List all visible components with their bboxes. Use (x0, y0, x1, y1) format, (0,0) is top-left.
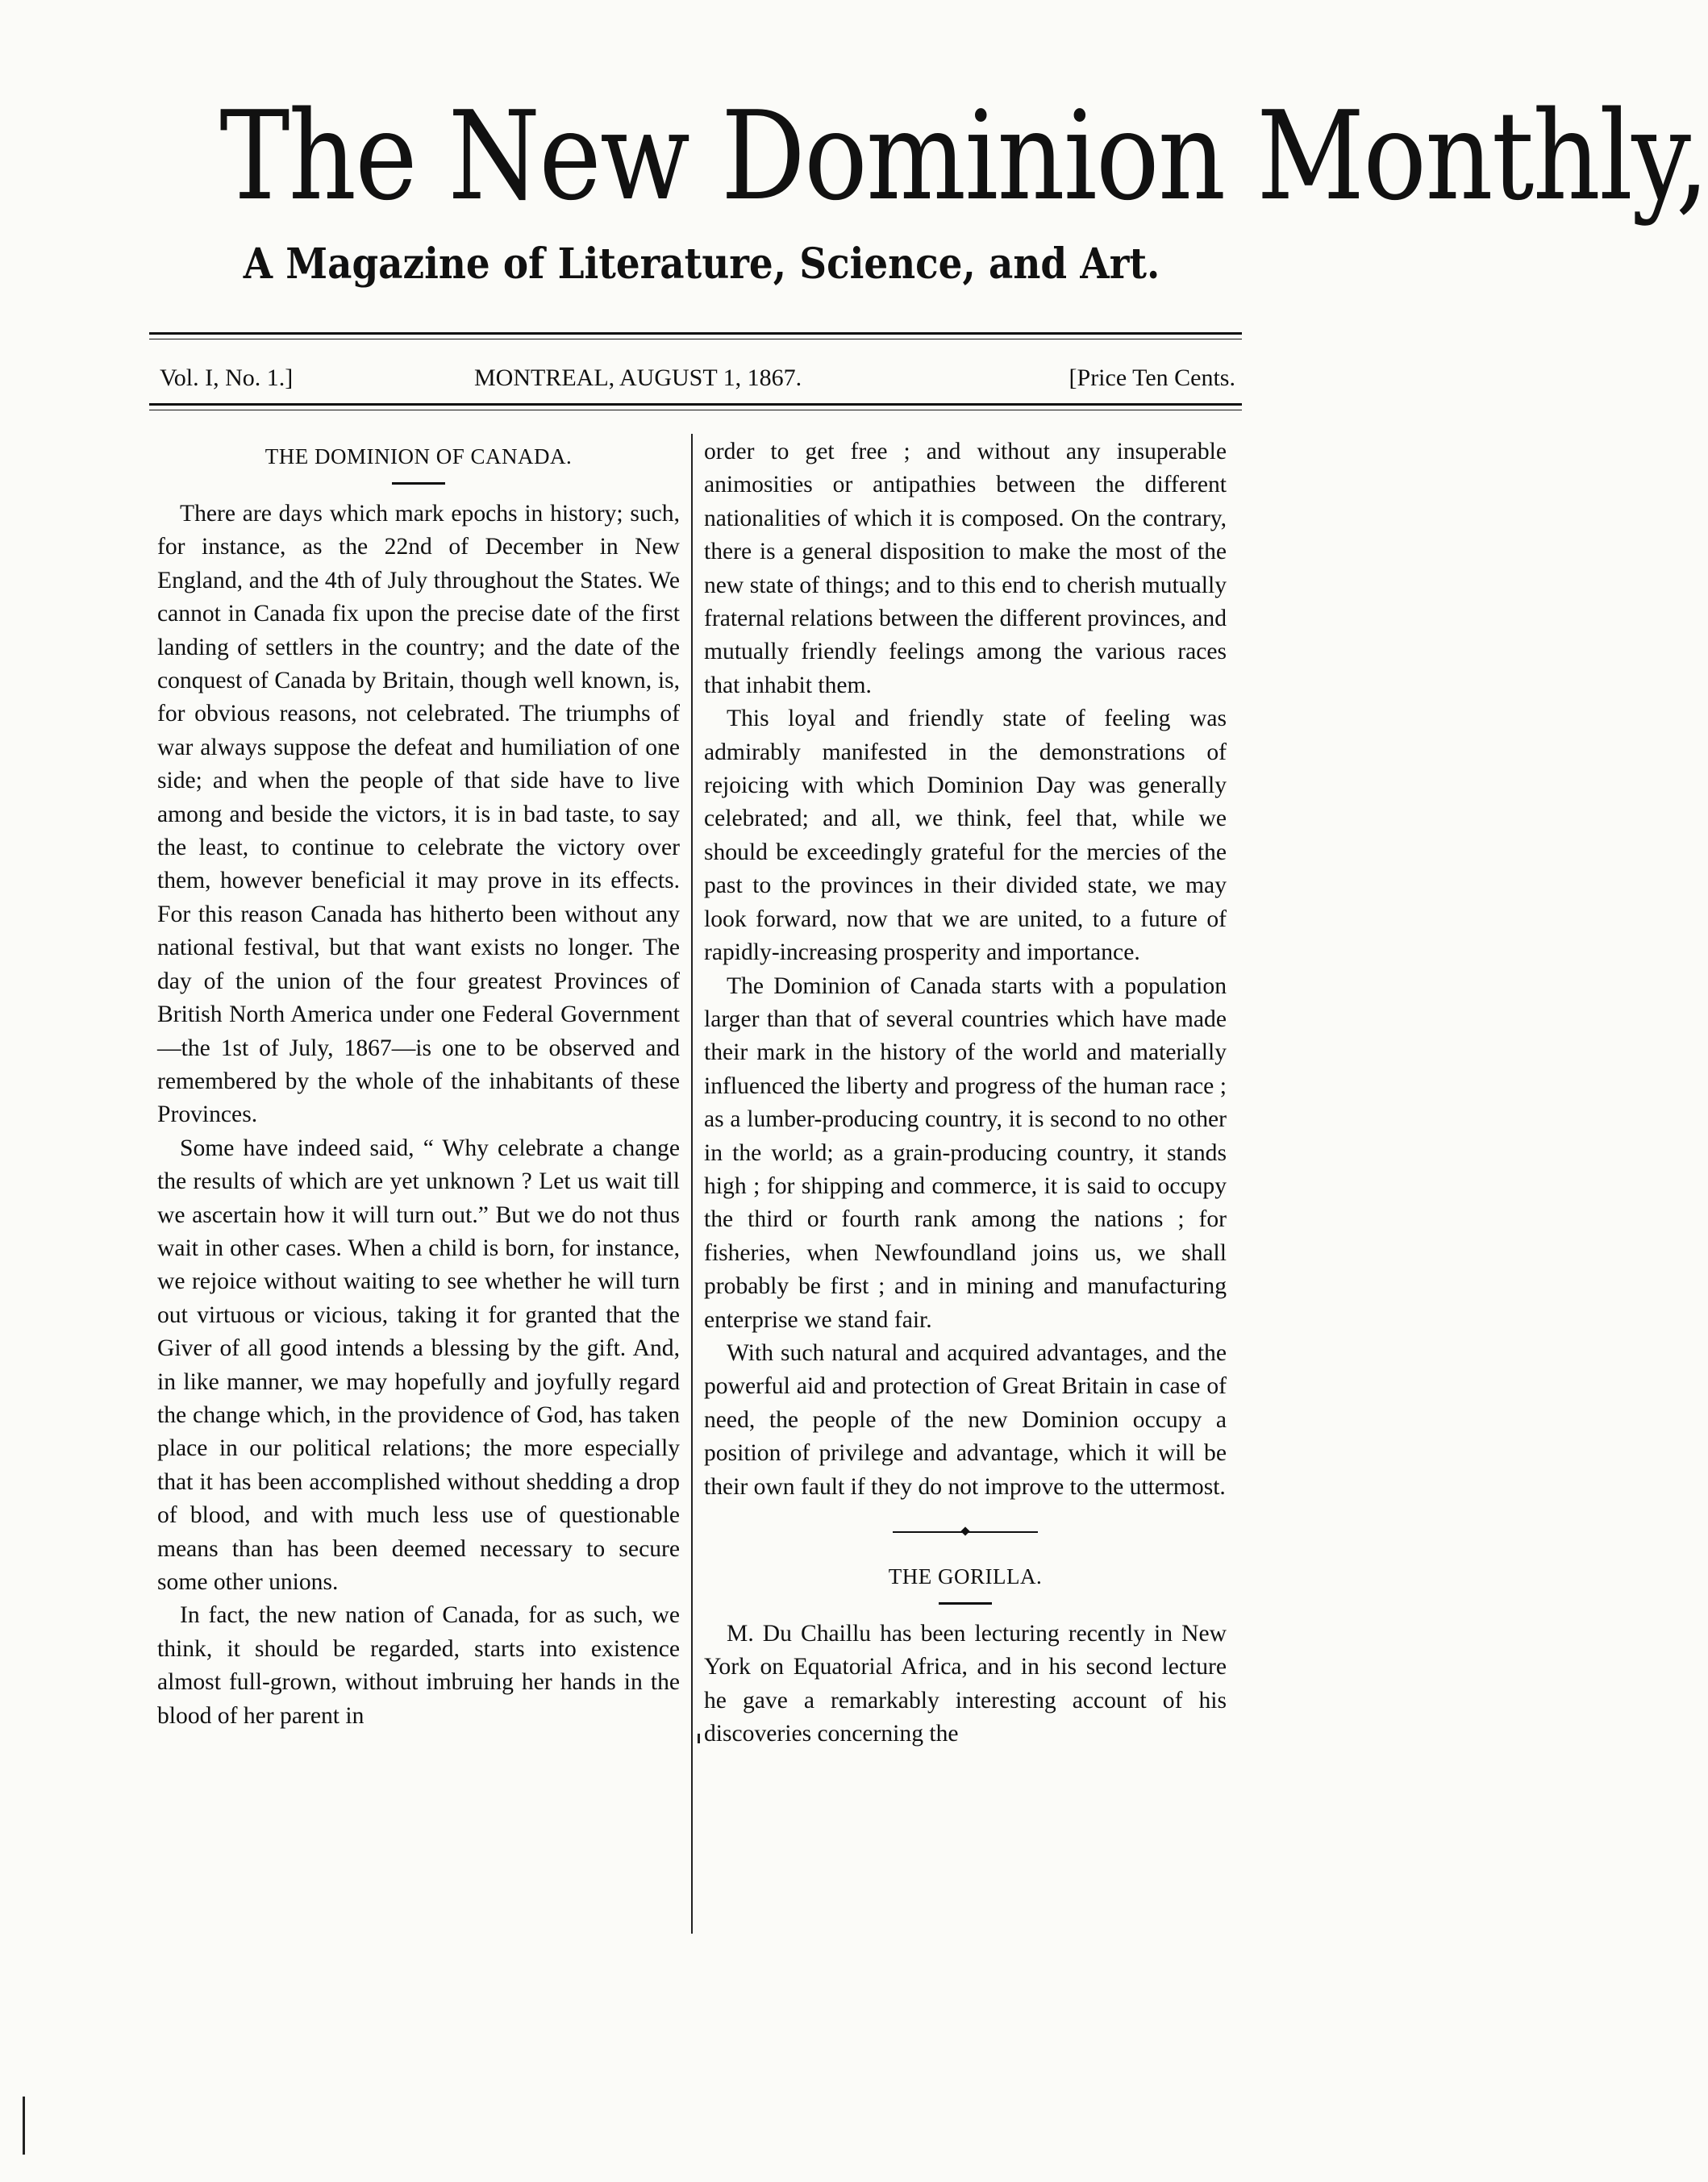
volume-number: Vol. I, No. 1.] (160, 364, 294, 391)
scan-artifact-mark (23, 2097, 25, 2155)
title-rule (939, 1602, 992, 1605)
column-right (704, 435, 1227, 1751)
article-paragraph: This loyal and friendly state of feeling was admirably manifested in the demonstrations of rejoicing with which Dominion Day was generally celebrated; and all, we think, feel that, while we should be exceedingly grateful for the mercies of the past to the provinces in their divided state, we may look forward, now that we are united, to a future of rapidly-increasing prosperity and importance. (704, 706, 1227, 966)
issue-price: [Price Ten Cents. (1069, 364, 1235, 391)
scan-artifact-mark (698, 1734, 700, 1743)
issue-date: MONTREAL, AUGUST 1, 1867. (474, 364, 802, 391)
column-divider (691, 434, 693, 1934)
column-left (157, 435, 680, 1733)
double-rule-bottom (149, 403, 1242, 410)
section-ornament (893, 1531, 1038, 1533)
title-rule (392, 482, 445, 485)
article-paragraph: With such natural and acquired advantages, and the powerful aid and protection of Great Britain in case of need, the people of the new Dominion occupy a position of privilege and advantage, which it will be their own fault if they do not improve to the uttermost. (704, 1339, 1227, 1500)
article-paragraph: In fact, the new nation of Canada, for as such, we think, it should be regarded, starts into existence almost full-grown, without imbruing her hands in the blood of her parent in (157, 1602, 680, 1729)
article-paragraph: Some have indeed said, “ Why celebrate a change the results of which are yet unknown ? Let us wait till we ascertain how it will turn out.” But we do not thus wait in other cases. When a child is born, for instance, we rejoice without waiting to see whether he will turn out virtuous or vicious, taking it for granted that the Giver of all good intends a blessing by the gift. And, in like manner, we may hopefully and joyfully regard the change which, in the providence of God, has taken place in our political relations; the more especially that it has been accomplished without shedding a drop of blood, and with much less use of questionable means than has been deemed necessary to secure some other unions. (157, 1135, 680, 1595)
article-paragraph: M. Du Chaillu has been lecturing recently in New York on Equatorial Africa, and in his second lecture he gave a remarkably interesting account of his discoveries concerning the (704, 1621, 1227, 1747)
article-title-dominion: THE DOMINION OF CANADA. (265, 444, 573, 468)
article-paragraph-continued: order to get free ; and without any insuperable animosities or antipathies between the different nationalities of which it is composed. On the contrary, there is a general disposition to make the most of the new state of things; and to this end to cherish mutually fraternal relations between the different provinces, and mutually friendly feelings among the various races that inhabit them. (704, 439, 1227, 698)
article-paragraph: There are days which mark epochs in history; such, for instance, as the 22nd of December in New England, and the 4th of July throughout the States. We cannot in Canada fix upon the precise date of the first landing of settlers in the country; and the date of the conquest of Canada by Britain, though well known, is, for obvious reasons, not celebrated. The triumphs of war always suppose the defeat and humiliation of one side; and when the people of that side have to live among and beside the victors, it is in bad taste, to say the least, to continue to celebrate the victory over them, however beneficial it may prove in its effects. For this reason Canada has hitherto been without any national festival, but that want exists no longer. The day of the union of the four greatest Provinces of British North America under one Federal Government—the 1st of July, 1867—is one to be observed and remembered by the whole of the inhabitants of these Provinces. (157, 501, 680, 1128)
double-rule-top (149, 332, 1242, 339)
masthead-title: The New Dominion Monthly, (219, 85, 1708, 227)
masthead-subtitle: A Magazine of Literature, Science, and Art. (243, 239, 1160, 289)
article-title-gorilla: THE GORILLA. (888, 1564, 1043, 1589)
article-paragraph: The Dominion of Canada starts with a population larger than that of several countries which have made their mark in the history of the world and materially influenced the liberty and progress of the human race ; as a lumber-producing country, it is second to no other in the world; as a grain-producing country, it stands high ; for shipping and commerce, it is said to occupy the third or fourth rank among the nations ; for fisheries, when Newfoundland joins us, we shall probably be first ; and in mining and manufacturing enterprise we stand fair. (704, 972, 1227, 1333)
